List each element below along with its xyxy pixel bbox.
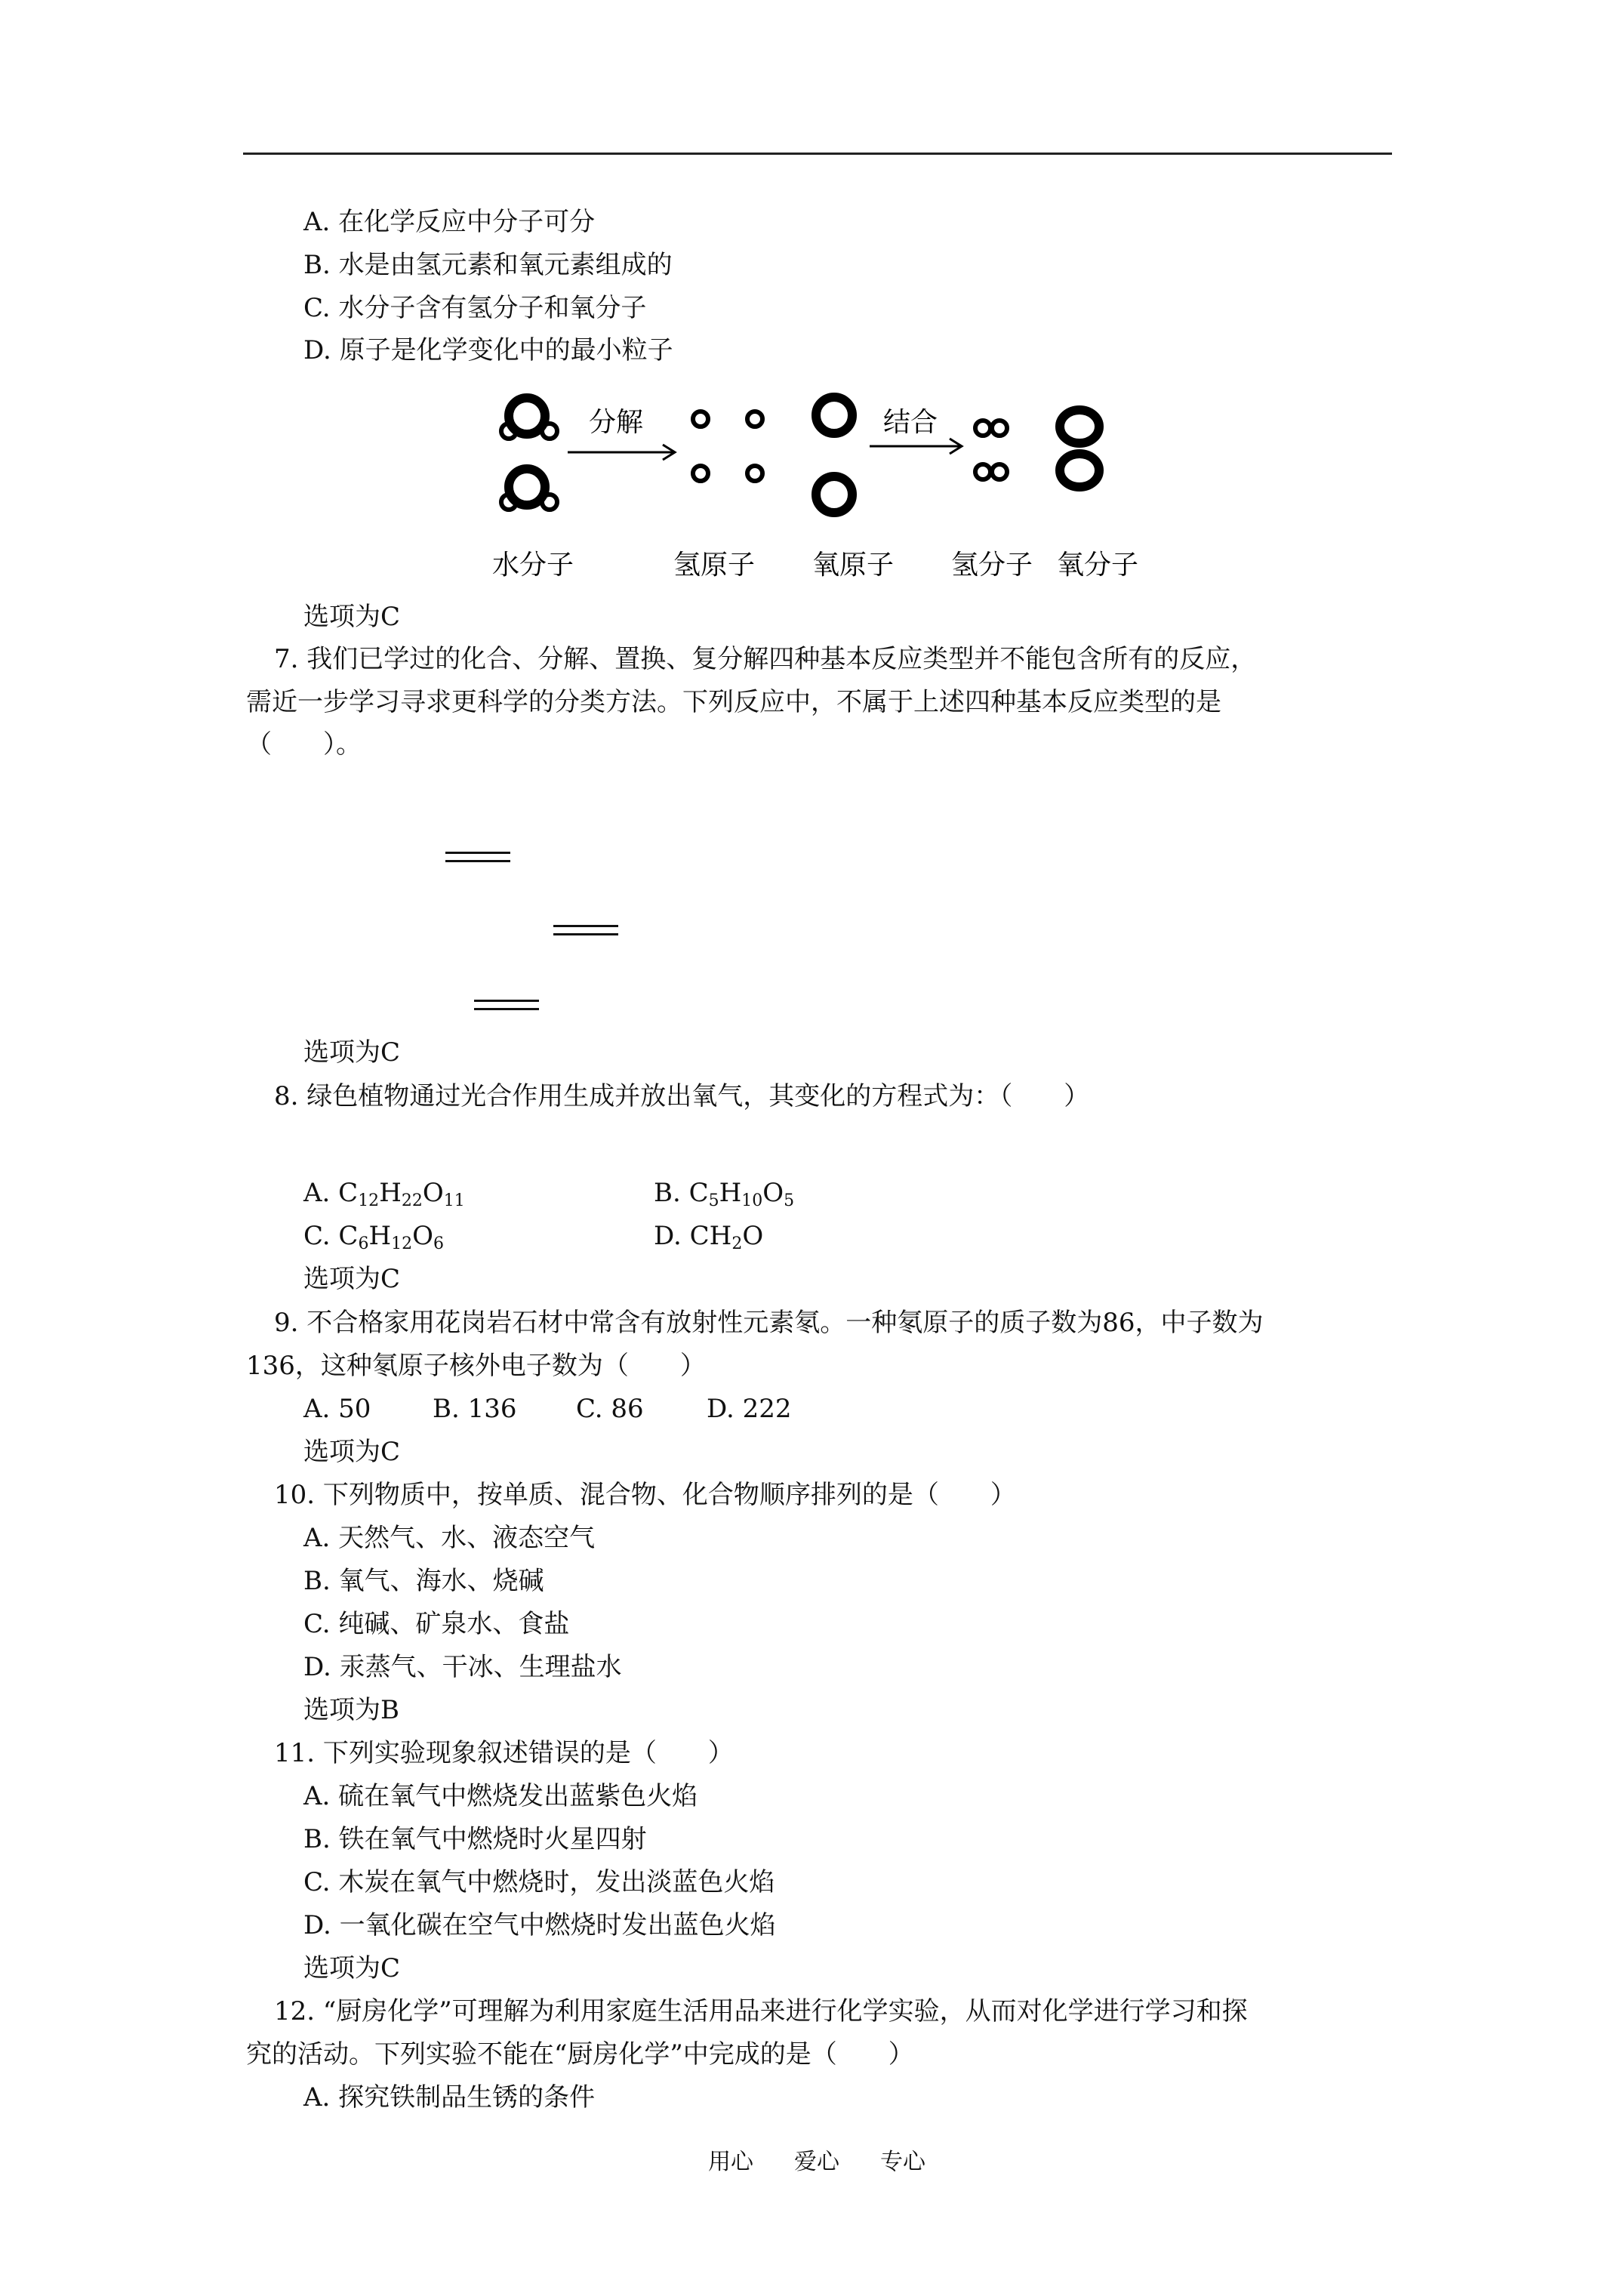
equation-equals-sign-1 (445, 852, 510, 862)
formula-subscript: 6 (358, 1234, 369, 1253)
formula-symbol: C (688, 1178, 709, 1208)
formula-symbol: O (762, 1178, 784, 1208)
q11-option-c: C. 木炭在氧气中燃烧时，发出淡蓝色火焰 (303, 1867, 775, 1897)
oxygen-atoms (816, 397, 852, 513)
formula-subscript: 2 (731, 1234, 743, 1253)
water-molecule-bottom (501, 469, 557, 510)
q9-stem-line1: 9. 不合格家用花岗岩石材中常含有放射性元素氡。一种氡原子的质子数为86，中子数为 (274, 1308, 1264, 1338)
q12-stem-line1: 12. “厨房化学”可理解为利用家庭生活用品来进行化学实验，从而对化学进行学习和探 (274, 1996, 1248, 2026)
q6-option-b: B. 水是由氢元素和氧元素组成的 (303, 250, 673, 280)
formula-symbol: H (368, 1221, 392, 1251)
formula-symbol: O (742, 1221, 764, 1251)
formula-subscript: 11 (443, 1191, 465, 1210)
formula-subscript: 6 (433, 1234, 444, 1253)
hydrogen-molecules (975, 421, 1007, 479)
footer-word-3: 专心 (880, 2149, 925, 2175)
label-hydrogen-atom: 氢原子 (673, 550, 756, 581)
formula-subscript: 12 (391, 1234, 413, 1253)
q8-option-d: D. $CH_2O$ (654, 1221, 764, 1253)
oxygen-molecule (1060, 410, 1099, 487)
q11-option-a: A. 硫在氧气中燃烧发出蓝紫色火焰 (303, 1781, 698, 1811)
formula-subscript: 10 (741, 1191, 763, 1210)
q7-stem-line3: （ ）。 (246, 729, 362, 760)
q8-option-a: A. $C_{12}H_{22}O_{11}$ (303, 1178, 465, 1210)
q9-stem-line2: 136，这种氡原子核外电子数为（ ） (246, 1351, 706, 1381)
formula-subscript: 22 (401, 1191, 423, 1210)
q12-option-a: A. 探究铁制品生锈的条件 (303, 2082, 596, 2113)
arrow-label-combine: 结合 (883, 407, 938, 438)
q11-stem: 11. 下列实验现象叙述错误的是（ ） (274, 1738, 734, 1768)
label-oxygen-atom: 氧原子 (812, 550, 895, 581)
q11-option-d: D. 一氧化碳在空气中燃烧时发出蓝色火焰 (303, 1910, 776, 1940)
q12-stem-line2: 究的活动。下列实验不能在“厨房化学”中完成的是（ ） (246, 2039, 914, 2069)
q7-stem-line2: 需近一步学习寻求更科学的分类方法。下列反应中，不属于上述四种基本反应类型的是 (246, 687, 1221, 717)
q10-option-c: C. 纯碱、矿泉水、食盐 (303, 1609, 570, 1639)
q9-option-b: B. 136 (433, 1394, 517, 1424)
q11-option-b: B. 铁在氧气中燃烧时火星四射 (303, 1824, 647, 1854)
formula-subscript: 5 (708, 1191, 719, 1210)
formula-subscript: 5 (784, 1191, 795, 1210)
formula-subscript: 12 (358, 1191, 380, 1210)
q6-option-c: C. 水分子含有氢分子和氧分子 (303, 293, 647, 323)
hydrogen-atoms (693, 411, 762, 481)
q11-answer: 选项为C (303, 1953, 401, 1983)
q8-option-b: B. $C_5H_{10}O_5$ (654, 1178, 795, 1210)
label-hydrogen-molecule: 氢分子 (951, 550, 1033, 581)
formula-symbol: C (338, 1178, 359, 1208)
header-rule (243, 153, 1392, 155)
q10-option-d: D. 汞蒸气、干冰、生理盐水 (303, 1652, 622, 1682)
q9-answer: 选项为C (303, 1437, 401, 1467)
arrow-decompose (568, 445, 675, 460)
q9-option-c: C. 86 (576, 1394, 644, 1424)
q8-stem: 8. 绿色植物通过光合作用生成并放出氧气，其变化的方程式为：（ ） (274, 1081, 1090, 1111)
arrow-combine (870, 439, 962, 454)
formula-symbol: H (719, 1178, 742, 1208)
water-molecule-top (501, 398, 557, 439)
formula-symbol: C (338, 1221, 359, 1251)
q6-option-d: D. 原子是化学变化中的最小粒子 (303, 335, 673, 365)
q8-answer: 选项为C (303, 1264, 401, 1294)
q9-option-d: D. 222 (707, 1394, 792, 1424)
formula-symbol: H (379, 1178, 402, 1208)
label-water-molecule: 水分子 (492, 550, 574, 581)
q7-answer: 选项为C (303, 1037, 401, 1068)
water-decomposition-diagram (483, 381, 1163, 585)
q10-option-a: A. 天然气、水、液态空气 (303, 1523, 596, 1553)
q8-option-c: C. $C_6H_{12}O_6$ (303, 1221, 444, 1253)
footer-word-2: 爱心 (794, 2149, 839, 2175)
arrow-label-decompose: 分解 (589, 407, 644, 438)
q7-stem-line1: 7. 我们已学过的化合、分解、置换、复分解四种基本反应类型并不能包含所有的反应， (274, 644, 1257, 674)
q10-answer: 选项为B (303, 1695, 399, 1725)
label-oxygen-molecule: 氧分子 (1057, 550, 1139, 581)
q9-option-a: A. 50 (303, 1394, 371, 1424)
formula-symbol: O (412, 1221, 433, 1251)
q10-stem: 10. 下列物质中，按单质、混合物、化合物顺序排列的是（ ） (274, 1480, 1016, 1510)
equation-equals-sign-3 (474, 1000, 539, 1010)
q6-option-a: A. 在化学反应中分子可分 (303, 207, 596, 237)
q10-option-b: B. 氧气、海水、烧碱 (303, 1566, 544, 1596)
formula-symbol: O (422, 1178, 444, 1208)
formula-symbol: CH (689, 1221, 732, 1251)
equation-equals-sign-2 (553, 925, 618, 935)
q6-answer: 选项为C (303, 602, 401, 632)
footer-word-1: 用心 (708, 2149, 753, 2175)
